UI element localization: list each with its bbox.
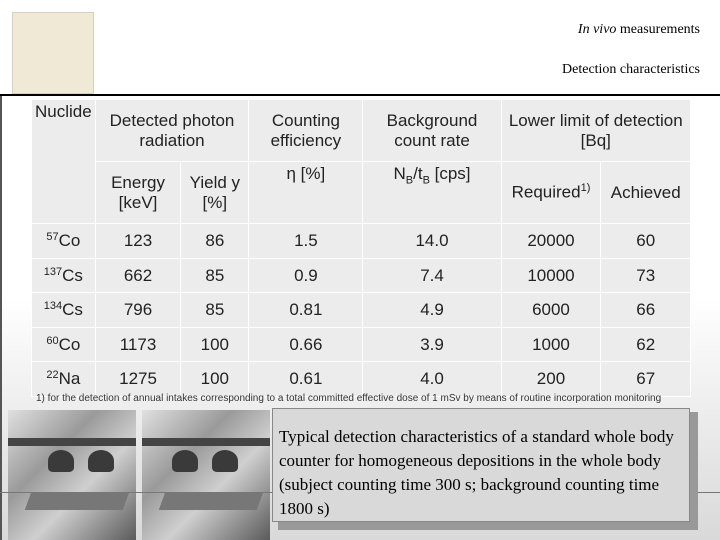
- cell-nuclide: $^{57}$Co: [32, 224, 96, 259]
- cell-bg: 4.0: [363, 362, 501, 397]
- detection-table: [31, 99, 691, 397]
- cell-ach: 73: [601, 258, 691, 293]
- left-divider: [0, 96, 2, 540]
- vitruvian-logo: [12, 12, 94, 94]
- cell-energy: 662: [95, 258, 181, 293]
- table-subheader-row: [32, 162, 691, 224]
- header-nb: $N_B/t_B$ [cps]: [363, 162, 501, 224]
- cell-bg: 4.9: [363, 293, 501, 328]
- cell-req: 6000: [501, 293, 601, 328]
- cell-yield: 100: [181, 327, 249, 362]
- table-row: [32, 362, 691, 397]
- header-title: In vivo measurements: [577, 22, 700, 37]
- cell-yield: 85: [181, 293, 249, 328]
- cell-req: 10000: [501, 258, 601, 293]
- cell-nuclide: $^{137}$Cs: [32, 258, 96, 293]
- cell-bg: 14.0: [363, 224, 501, 259]
- header-background: Background count rate: [363, 100, 501, 162]
- cell-eff: 0.66: [249, 327, 363, 362]
- header-eta: η [%]: [249, 162, 363, 224]
- cell-yield: 86: [181, 224, 249, 259]
- cell-yield: 85: [181, 258, 249, 293]
- counter-photo-2: [142, 410, 270, 540]
- cell-ach: 67: [601, 362, 691, 397]
- cell-nuclide: $^{134}$Cs: [32, 293, 96, 328]
- cell-ach: 60: [601, 224, 691, 259]
- cell-nuclide: $^{22}$Na: [32, 362, 96, 397]
- header-yield: Yield y [%]: [181, 162, 249, 224]
- cell-req: 200: [501, 362, 601, 397]
- header-divider: [0, 94, 720, 96]
- header-required: Required$^{1)}$: [501, 162, 601, 224]
- cell-bg: 3.9: [363, 327, 501, 362]
- cell-eff: 0.9: [249, 258, 363, 293]
- table-row: [32, 258, 691, 293]
- header-efficiency: Counting efficiency: [249, 100, 363, 162]
- cell-energy: 796: [95, 293, 181, 328]
- counter-photo-1: [8, 410, 136, 540]
- cell-energy: 1173: [95, 327, 181, 362]
- cell-ach: 66: [601, 293, 691, 328]
- table-row: [32, 293, 691, 328]
- header-nuclide: Nuclide: [32, 100, 96, 224]
- cell-req: 1000: [501, 327, 601, 362]
- table-row: [32, 224, 691, 259]
- table-row: [32, 327, 691, 362]
- cell-req: 20000: [501, 224, 601, 259]
- cell-energy: 1275: [95, 362, 181, 397]
- cell-energy: 123: [95, 224, 181, 259]
- cell-eff: 1.5: [249, 224, 363, 259]
- cell-yield: 100: [181, 362, 249, 397]
- header-energy: Energy [keV]: [95, 162, 181, 224]
- header-photon: Detected photon radiation: [95, 100, 249, 162]
- cell-bg: 7.4: [363, 258, 501, 293]
- header-subtitle: Detection characteristics: [562, 62, 700, 77]
- cell-eff: 0.81: [249, 293, 363, 328]
- cell-ach: 62: [601, 327, 691, 362]
- header-achieved: Achieved: [601, 162, 691, 224]
- callout-box: Typical detection characteristics of a standard whole body counter for homogeneous depositions in the whole body (subject counting time 300 s; background counting time 1800 s): [272, 408, 690, 522]
- cell-nuclide: $^{60}$Co: [32, 327, 96, 362]
- footnote: 1) for the detection of annual intakes corresponding to a total committed effective dose of 1 mSv by means of routine incorporation monitoring: [36, 393, 662, 404]
- cell-eff: 0.61: [249, 362, 363, 397]
- table-header-row: [32, 100, 691, 162]
- header-lld: Lower limit of detection [Bq]: [501, 100, 690, 162]
